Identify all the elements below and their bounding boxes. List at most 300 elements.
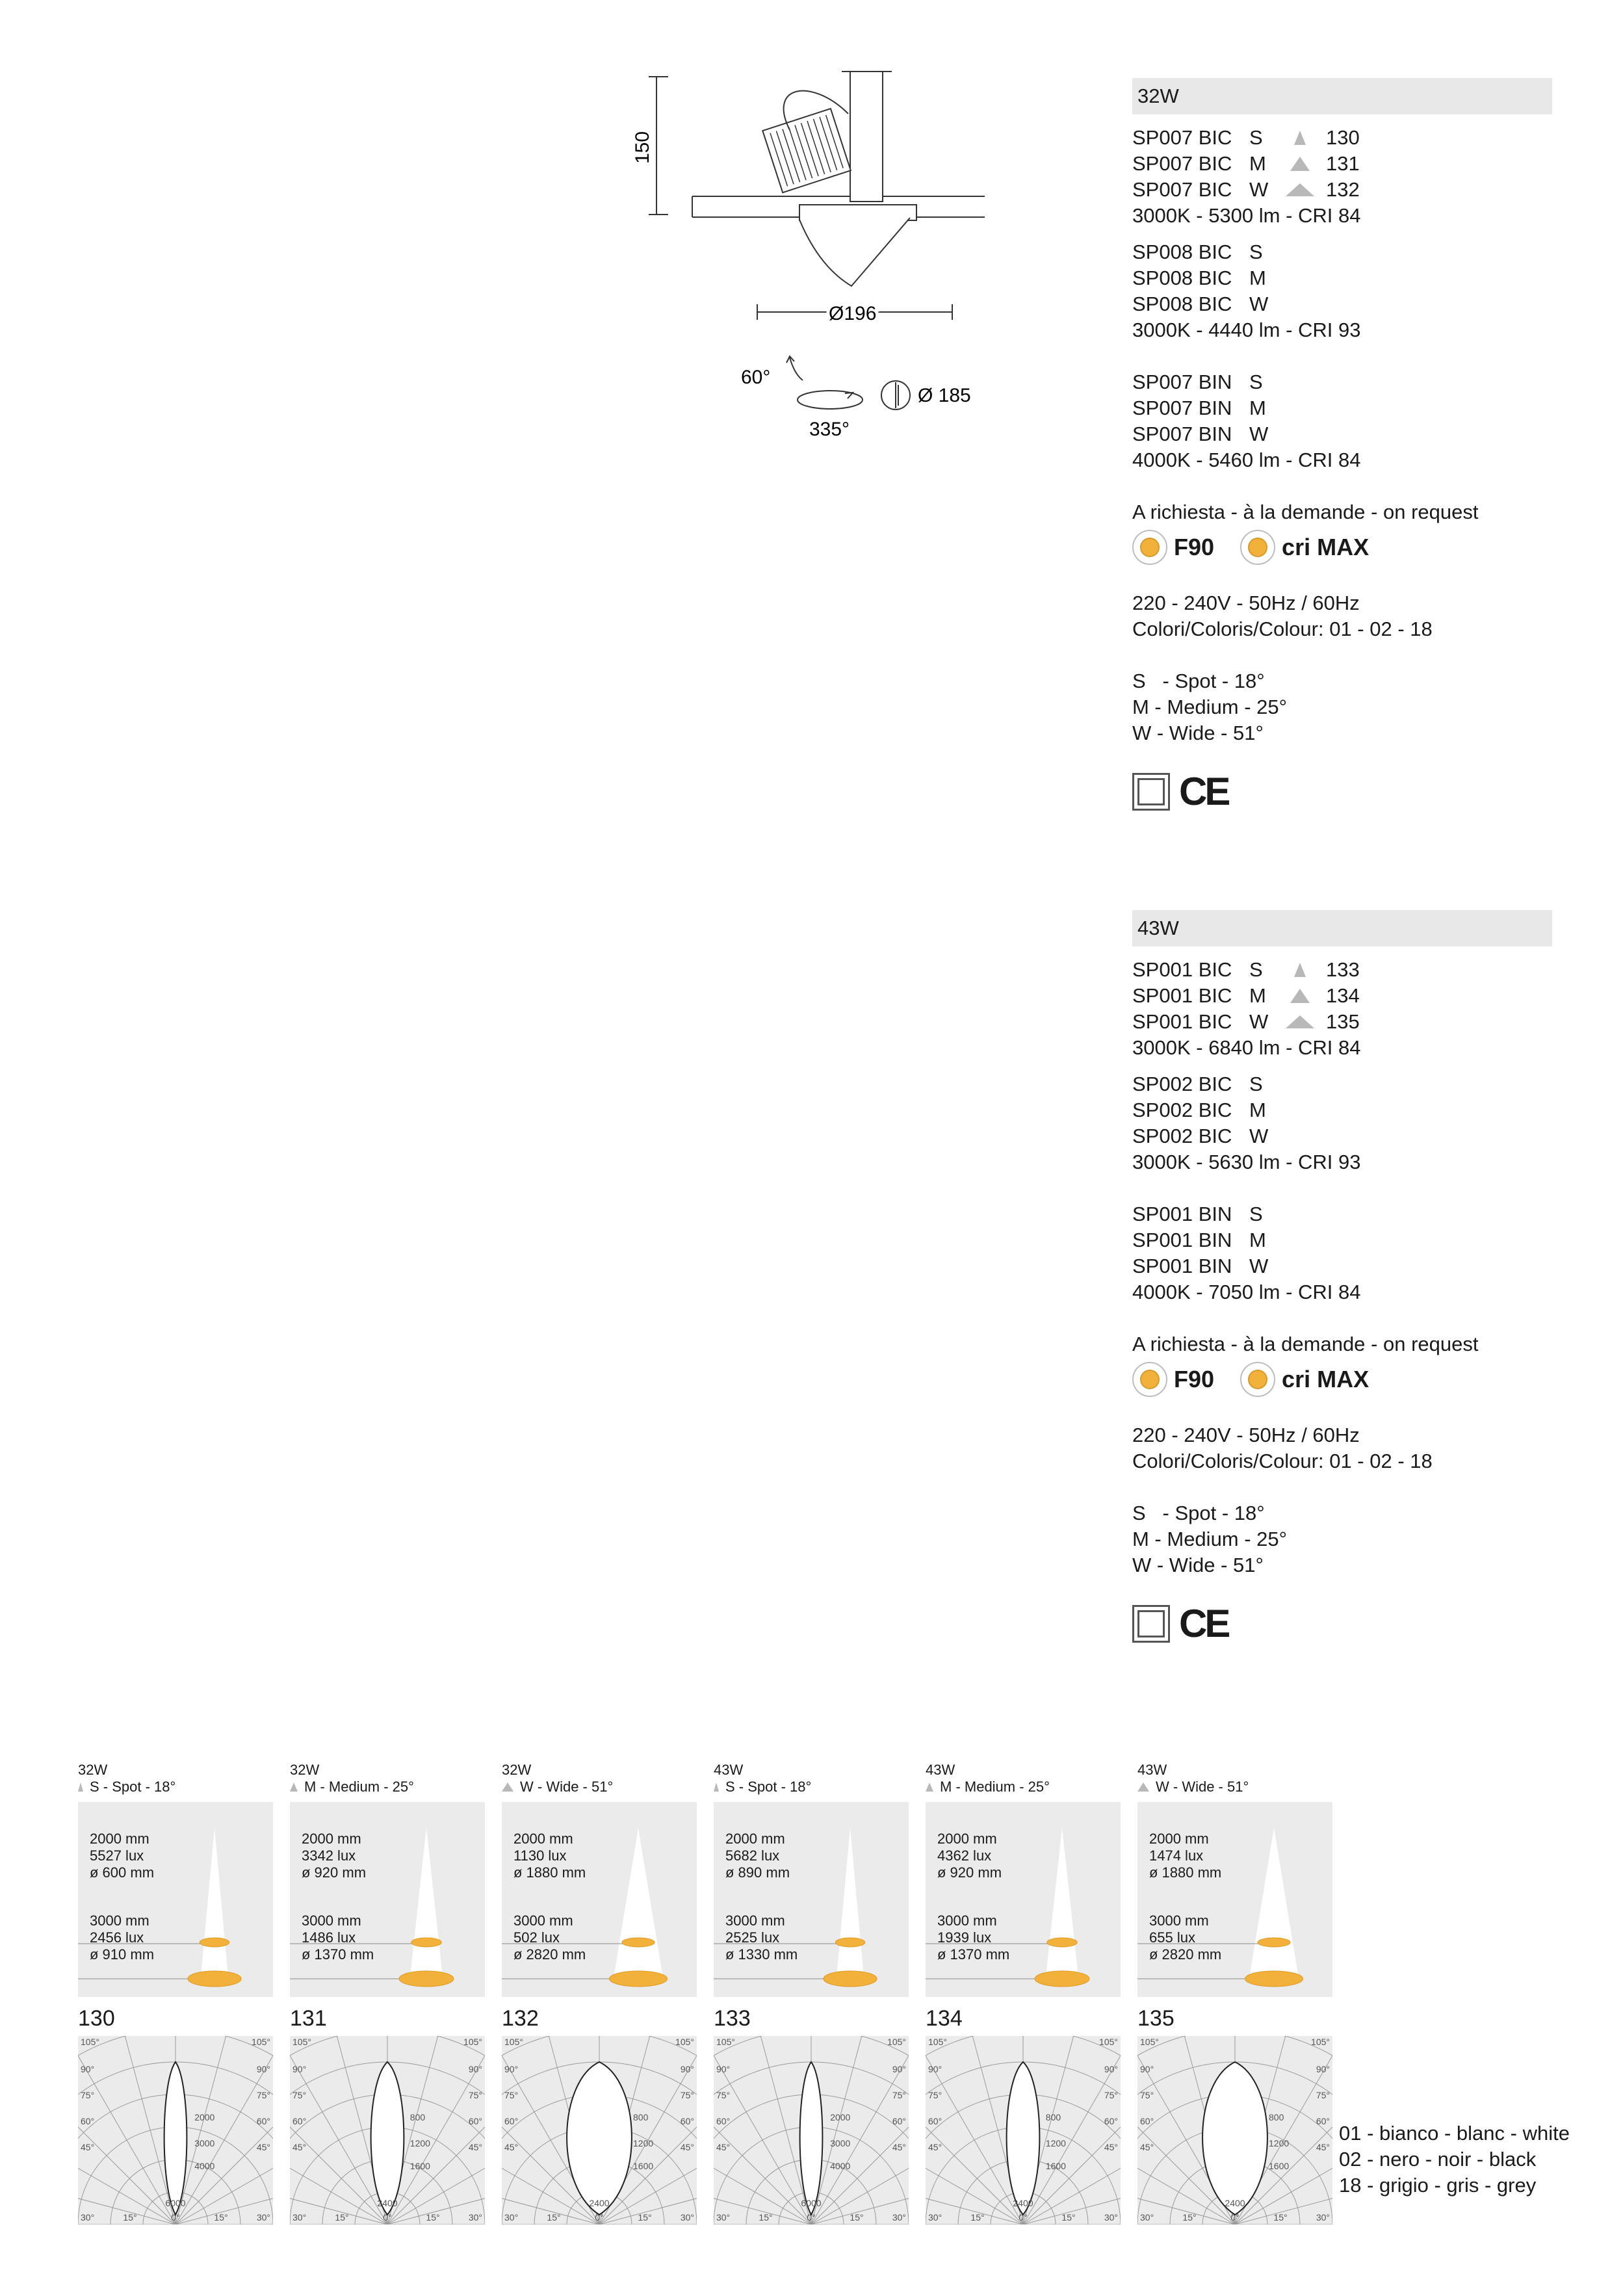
polar-intensity-label: 800 — [409, 2112, 426, 2122]
illuminance-diagram — [1137, 1802, 1332, 1997]
lux-2: 2525 lux — [725, 1929, 780, 1946]
beam-chart — [502, 1762, 697, 2228]
ce-mark-icon: CE — [1179, 770, 1228, 813]
product-row — [1132, 239, 1552, 265]
product-group — [1132, 239, 1552, 343]
svg-text:60°: 60° — [680, 2116, 694, 2126]
svg-text:15°: 15° — [1061, 2212, 1076, 2223]
svg-text:15°: 15° — [547, 2212, 561, 2223]
beam-description: M - Medium - 25° — [1132, 1528, 1288, 1550]
svg-text:75°: 75° — [1104, 2090, 1118, 2100]
product-code: SP001 BIC — [1132, 958, 1232, 981]
svg-text:90°: 90° — [292, 2064, 307, 2074]
svg-text:75°: 75° — [680, 2090, 694, 2100]
request-label: A richiesta - à la demande - on request — [1132, 501, 1479, 523]
colours: Colori/Coloris/Colour: 01 - 02 - 18 — [1132, 618, 1433, 640]
product-row — [1132, 1253, 1552, 1279]
product-group — [1132, 125, 1552, 229]
product-row — [1132, 1227, 1552, 1253]
height-dimension: 150 — [632, 131, 653, 164]
diameter-2: ø 2820 mm — [1149, 1946, 1222, 1963]
option-label: F90 — [1174, 1366, 1215, 1392]
distance-2: 3000 mm — [302, 1912, 361, 1929]
svg-text:45°: 45° — [928, 2142, 942, 2152]
svg-text:60°: 60° — [81, 2116, 95, 2126]
colour-item: 02 - nero - noir - black — [1339, 2148, 1537, 2171]
photometry-ref: 131 — [1326, 152, 1360, 175]
polar-intensity-label: 800 — [633, 2112, 649, 2122]
photometry-ref: 133 — [714, 2006, 751, 2031]
diameter-2: ø 1330 mm — [725, 1946, 798, 1963]
svg-text:30°: 30° — [716, 2212, 731, 2223]
svg-text:105°: 105° — [1311, 2037, 1330, 2047]
svg-text:30°: 30° — [1140, 2212, 1154, 2223]
spec-line: 3000K - 4440 lm - CRI 93 — [1132, 319, 1361, 341]
distance-2: 3000 mm — [513, 1912, 573, 1929]
beam-chart — [78, 1762, 273, 2228]
svg-text:15°: 15° — [1273, 2212, 1288, 2223]
illuminance-diagram — [926, 1802, 1121, 1997]
svg-text:60°: 60° — [504, 2116, 519, 2126]
option-dot-icon — [1132, 1362, 1167, 1397]
product-row — [1132, 125, 1552, 151]
distance-2: 3000 mm — [725, 1912, 785, 1929]
svg-text:90°: 90° — [892, 2064, 906, 2074]
svg-text:45°: 45° — [716, 2142, 731, 2152]
svg-text:60°: 60° — [468, 2116, 482, 2126]
beam-triangle-icon — [1286, 183, 1314, 196]
photometry-ref: 135 — [1326, 1010, 1360, 1033]
beam-code: W — [1249, 178, 1269, 201]
beam-power: 43W — [1137, 1762, 1167, 1778]
beam-triangle-icon — [714, 1782, 719, 1792]
svg-text:15°: 15° — [638, 2212, 652, 2223]
product-row — [1132, 265, 1552, 291]
product-row — [1132, 151, 1552, 177]
beam-type: W - Wide - 51° — [502, 1779, 697, 1795]
lux-1: 1474 lux — [1149, 1847, 1204, 1864]
product-code: SP007 BIC — [1132, 152, 1232, 175]
svg-text:45°: 45° — [1140, 2142, 1154, 2152]
beam-code: M — [1249, 984, 1266, 1007]
lux-2: 1939 lux — [937, 1929, 992, 1946]
beam-code: M — [1249, 397, 1266, 419]
beam-description: S - Spot - 18° — [1132, 670, 1265, 692]
product-code: SP007 BIN — [1132, 397, 1232, 419]
product-code: SP001 BIN — [1132, 1203, 1232, 1225]
product-row — [1132, 369, 1552, 395]
diameter-1: ø 1880 mm — [513, 1864, 586, 1881]
polar-intensity-label: 2400 — [589, 2198, 610, 2208]
beam-type: S - Spot - 18° — [78, 1779, 273, 1795]
lux-1: 1130 lux — [513, 1847, 567, 1864]
polar-intensity-label: 1600 — [409, 2161, 430, 2171]
cutout-diameter: Ø 185 — [918, 385, 971, 406]
svg-text:60°: 60° — [716, 2116, 731, 2126]
distance-1: 2000 mm — [302, 1831, 361, 1847]
svg-text:60°: 60° — [292, 2116, 307, 2126]
spec-line: 3000K - 5630 lm - CRI 93 — [1132, 1151, 1361, 1173]
svg-text:45°: 45° — [1316, 2142, 1330, 2152]
product-row — [1132, 1201, 1552, 1227]
colour-item: 01 - bianco - blanc - white — [1339, 2122, 1570, 2145]
beam-description: M - Medium - 25° — [1132, 696, 1288, 718]
beam-description: W - Wide - 51° — [1132, 722, 1264, 744]
product-code: SP008 BIC — [1132, 267, 1232, 289]
svg-text:105°: 105° — [1099, 2037, 1118, 2047]
distance-2: 3000 mm — [90, 1912, 149, 1929]
polar-intensity-label: 4000 — [194, 2161, 215, 2171]
polar-intensity-label: 800 — [1045, 2112, 1061, 2122]
polar-intensity-label: 1600 — [1269, 2161, 1290, 2171]
beam-type: M - Medium - 25° — [926, 1779, 1121, 1795]
svg-text:60°: 60° — [928, 2116, 942, 2126]
beam-chart — [926, 1762, 1121, 2228]
beam-code: M — [1249, 1099, 1266, 1121]
svg-text:0°: 0° — [1019, 2212, 1028, 2223]
distance-1: 2000 mm — [725, 1831, 785, 1847]
svg-text:45°: 45° — [680, 2142, 694, 2152]
polar-diagram — [78, 2036, 273, 2224]
beam-code: S — [1249, 371, 1263, 393]
svg-text:15°: 15° — [1182, 2212, 1197, 2223]
svg-text:105°: 105° — [887, 2037, 906, 2047]
svg-text:105°: 105° — [928, 2037, 947, 2047]
product-code: SP007 BIN — [1132, 423, 1232, 445]
illuminance-diagram — [290, 1802, 485, 1997]
product-row — [1132, 1009, 1552, 1035]
polar-intensity-label: 1200 — [1269, 2138, 1290, 2148]
svg-text:45°: 45° — [468, 2142, 482, 2152]
beam-type: M - Medium - 25° — [290, 1779, 485, 1795]
illuminance-diagram — [714, 1802, 909, 1997]
svg-text:45°: 45° — [256, 2142, 270, 2152]
svg-text:75°: 75° — [1316, 2090, 1330, 2100]
polar-diagram — [290, 2036, 485, 2224]
beam-code: W — [1249, 1010, 1269, 1033]
spec-section — [1132, 910, 1552, 1643]
beam-triangle-icon — [1294, 131, 1306, 145]
photometry-ref: 134 — [926, 2006, 963, 2031]
diameter-2: ø 1370 mm — [937, 1946, 1010, 1963]
polar-intensity-label: 3000 — [830, 2138, 851, 2148]
svg-text:90°: 90° — [1140, 2064, 1154, 2074]
svg-text:15°: 15° — [426, 2212, 440, 2223]
svg-text:30°: 30° — [680, 2212, 694, 2223]
polar-intensity-label: 1200 — [409, 2138, 430, 2148]
svg-text:90°: 90° — [928, 2064, 942, 2074]
lux-2: 502 lux — [513, 1929, 560, 1946]
product-group — [1132, 957, 1552, 1061]
diameter-2: ø 910 mm — [90, 1946, 155, 1963]
lux-2: 2456 lux — [90, 1929, 144, 1946]
product-group — [1132, 369, 1552, 473]
beam-code: W — [1249, 293, 1269, 315]
beam-triangle-icon — [1290, 989, 1310, 1003]
distance-1: 2000 mm — [937, 1831, 997, 1847]
beam-power: 32W — [290, 1762, 320, 1778]
product-code: SP001 BIN — [1132, 1255, 1232, 1277]
svg-text:30°: 30° — [1104, 2212, 1118, 2223]
beam-code: S — [1249, 1203, 1263, 1225]
svg-text:30°: 30° — [892, 2212, 906, 2223]
polar-intensity-label: 2400 — [377, 2198, 398, 2208]
product-code: SP007 BIC — [1132, 178, 1232, 201]
polar-intensity-label: 4000 — [830, 2161, 851, 2171]
beam-triangle-icon — [1137, 1782, 1149, 1792]
product-row — [1132, 421, 1552, 447]
svg-text:45°: 45° — [1104, 2142, 1118, 2152]
polar-intensity-label: 6000 — [165, 2198, 186, 2208]
beam-description: W - Wide - 51° — [1132, 1554, 1264, 1576]
product-row — [1132, 957, 1552, 983]
class-ii-icon — [1132, 773, 1170, 811]
voltage: 220 - 240V - 50Hz / 60Hz — [1132, 1424, 1360, 1446]
beam-power: 43W — [714, 1762, 744, 1778]
svg-text:90°: 90° — [504, 2064, 519, 2074]
beam-chart — [1137, 1762, 1332, 2228]
lux-1: 4362 lux — [937, 1847, 992, 1864]
photometry-ref: 134 — [1326, 984, 1360, 1007]
colour-legend — [1339, 2120, 1570, 2198]
polar-intensity-label: 800 — [1269, 2112, 1284, 2122]
diameter-1: ø 600 mm — [90, 1864, 155, 1881]
svg-text:105°: 105° — [1140, 2037, 1159, 2047]
beam-type: S - Spot - 18° — [714, 1779, 909, 1795]
svg-text:15°: 15° — [214, 2212, 228, 2223]
svg-text:60°: 60° — [1104, 2116, 1118, 2126]
product-code: SP001 BIC — [1132, 1010, 1232, 1033]
svg-text:105°: 105° — [675, 2037, 694, 2047]
product-row — [1132, 1123, 1552, 1149]
lux-1: 5527 lux — [90, 1847, 144, 1864]
beam-triangle-icon — [1294, 963, 1306, 977]
svg-text:30°: 30° — [81, 2212, 95, 2223]
request-label: A richiesta - à la demande - on request — [1132, 1333, 1479, 1355]
beam-code: W — [1249, 1255, 1269, 1277]
svg-text:15°: 15° — [759, 2212, 773, 2223]
svg-text:90°: 90° — [256, 2064, 270, 2074]
option-label: cri MAX — [1282, 1366, 1370, 1392]
beam-triangle-icon — [290, 1782, 298, 1792]
beam-type: W - Wide - 51° — [1137, 1779, 1332, 1795]
svg-text:30°: 30° — [292, 2212, 307, 2223]
section-header: 43W — [1132, 910, 1552, 946]
svg-text:105°: 105° — [716, 2037, 735, 2047]
beam-chart — [290, 1762, 485, 2228]
option-label: cri MAX — [1282, 534, 1370, 560]
product-code: SP002 BIC — [1132, 1073, 1232, 1095]
svg-text:60°: 60° — [1316, 2116, 1330, 2126]
svg-text:75°: 75° — [716, 2090, 731, 2100]
diameter-1: ø 920 mm — [302, 1864, 367, 1881]
section-header: 32W — [1132, 78, 1552, 114]
product-code: SP007 BIN — [1132, 371, 1232, 393]
svg-text:0°: 0° — [383, 2212, 392, 2223]
beam-code: M — [1249, 267, 1266, 289]
spec-section — [1132, 78, 1552, 811]
beam-code: S — [1249, 958, 1263, 981]
beam-description: S - Spot - 18° — [1132, 1502, 1265, 1524]
svg-text:15°: 15° — [970, 2212, 985, 2223]
photometry-ref: 130 — [1326, 126, 1360, 149]
product-dimension-drawing — [624, 52, 988, 455]
svg-text:90°: 90° — [468, 2064, 482, 2074]
svg-text:15°: 15° — [123, 2212, 137, 2223]
rotation-angle: 335° — [809, 419, 850, 440]
svg-text:60°: 60° — [256, 2116, 270, 2126]
svg-text:105°: 105° — [252, 2037, 270, 2047]
distance-1: 2000 mm — [513, 1831, 573, 1847]
beam-code: S — [1249, 1073, 1263, 1095]
svg-text:75°: 75° — [892, 2090, 906, 2100]
beam-chart — [714, 1762, 909, 2228]
product-code: SP002 BIC — [1132, 1099, 1232, 1121]
photometry-ref: 130 — [78, 2006, 115, 2031]
svg-text:15°: 15° — [335, 2212, 349, 2223]
svg-text:105°: 105° — [504, 2037, 523, 2047]
polar-intensity-label: 2000 — [830, 2112, 851, 2122]
svg-text:75°: 75° — [256, 2090, 270, 2100]
svg-text:105°: 105° — [463, 2037, 482, 2047]
diameter-1: ø 1880 mm — [1149, 1864, 1222, 1881]
product-row — [1132, 291, 1552, 317]
polar-intensity-label: 2400 — [1013, 2198, 1033, 2208]
product-group — [1132, 1071, 1552, 1175]
spec-line: 4000K - 7050 lm - CRI 84 — [1132, 1281, 1361, 1303]
svg-text:30°: 30° — [928, 2212, 942, 2223]
lux-1: 5682 lux — [725, 1847, 780, 1864]
polar-intensity-label: 2400 — [1225, 2198, 1245, 2208]
polar-diagram — [714, 2036, 909, 2224]
product-code: SP007 BIC — [1132, 126, 1232, 149]
polar-diagram — [502, 2036, 697, 2224]
tilt-angle: 60° — [741, 367, 771, 388]
distance-2: 3000 mm — [937, 1912, 997, 1929]
illuminance-diagram — [502, 1802, 697, 1997]
svg-text:0°: 0° — [807, 2212, 816, 2223]
svg-text:60°: 60° — [892, 2116, 906, 2126]
polar-diagram — [926, 2036, 1121, 2224]
product-row — [1132, 983, 1552, 1009]
product-group — [1132, 1201, 1552, 1305]
product-row — [1132, 395, 1552, 421]
beam-power: 32W — [78, 1762, 108, 1778]
distance-2: 3000 mm — [1149, 1912, 1209, 1929]
svg-text:90°: 90° — [716, 2064, 731, 2074]
svg-text:30°: 30° — [1316, 2212, 1330, 2223]
svg-text:105°: 105° — [292, 2037, 311, 2047]
beam-code: M — [1249, 152, 1266, 175]
svg-text:75°: 75° — [468, 2090, 482, 2100]
distance-1: 2000 mm — [1149, 1831, 1209, 1847]
diameter-2: ø 2820 mm — [513, 1946, 586, 1963]
svg-text:45°: 45° — [892, 2142, 906, 2152]
svg-text:60°: 60° — [1140, 2116, 1154, 2126]
diameter-1: ø 890 mm — [725, 1864, 790, 1881]
polar-intensity-label: 1200 — [1045, 2138, 1066, 2148]
beam-triangle-icon — [1290, 157, 1310, 171]
svg-text:75°: 75° — [292, 2090, 307, 2100]
width-dimension: Ø196 — [829, 303, 877, 324]
svg-text:75°: 75° — [1140, 2090, 1154, 2100]
colour-item: 18 - grigio - gris - grey — [1339, 2174, 1537, 2197]
polar-intensity-label: 6000 — [801, 2198, 822, 2208]
beam-charts — [78, 1762, 1332, 2228]
svg-text:30°: 30° — [468, 2212, 482, 2223]
svg-text:90°: 90° — [1316, 2064, 1330, 2074]
polar-intensity-label: 3000 — [194, 2138, 215, 2148]
svg-text:45°: 45° — [292, 2142, 307, 2152]
photometry-ref: 131 — [290, 2006, 327, 2031]
option-label: F90 — [1174, 534, 1215, 560]
product-code: SP008 BIC — [1132, 293, 1232, 315]
lux-1: 3342 lux — [302, 1847, 356, 1864]
beam-code: W — [1249, 423, 1269, 445]
beam-code: M — [1249, 1229, 1266, 1251]
beam-code: W — [1249, 1125, 1269, 1147]
colours: Colori/Coloris/Colour: 01 - 02 - 18 — [1132, 1450, 1433, 1472]
product-code: SP001 BIC — [1132, 984, 1232, 1007]
option-dot-icon — [1132, 530, 1167, 565]
svg-text:0°: 0° — [1230, 2212, 1240, 2223]
svg-text:75°: 75° — [81, 2090, 95, 2100]
spec-line: 3000K - 6840 lm - CRI 84 — [1132, 1036, 1361, 1059]
svg-text:75°: 75° — [504, 2090, 519, 2100]
product-row — [1132, 1071, 1552, 1097]
beam-power: 43W — [926, 1762, 955, 1778]
svg-text:0°: 0° — [171, 2212, 180, 2223]
illuminance-diagram — [78, 1802, 273, 1997]
distance-1: 2000 mm — [90, 1831, 149, 1847]
beam-power: 32W — [502, 1762, 532, 1778]
svg-text:90°: 90° — [1104, 2064, 1118, 2074]
polar-intensity-label: 1200 — [633, 2138, 654, 2148]
svg-text:30°: 30° — [504, 2212, 519, 2223]
product-row — [1132, 1097, 1552, 1123]
beam-triangle-icon — [502, 1782, 513, 1792]
svg-text:90°: 90° — [680, 2064, 694, 2074]
option-dot-icon — [1240, 530, 1275, 565]
spec-line: 3000K - 5300 lm - CRI 84 — [1132, 204, 1361, 227]
product-code: SP002 BIC — [1132, 1125, 1232, 1147]
svg-text:105°: 105° — [81, 2037, 99, 2047]
beam-triangle-icon — [78, 1782, 83, 1792]
beam-code: S — [1249, 241, 1263, 263]
photometry-ref: 132 — [1326, 178, 1360, 201]
beam-code: S — [1249, 126, 1263, 149]
polar-diagram — [1137, 2036, 1332, 2224]
polar-intensity-label: 2000 — [194, 2112, 215, 2122]
polar-intensity-label: 1600 — [1045, 2161, 1066, 2171]
beam-triangle-icon — [1286, 1015, 1314, 1028]
option-dot-icon — [1240, 1362, 1275, 1397]
svg-text:45°: 45° — [504, 2142, 519, 2152]
lux-2: 655 lux — [1149, 1929, 1195, 1946]
svg-text:0°: 0° — [595, 2212, 604, 2223]
product-code: SP008 BIC — [1132, 241, 1232, 263]
photometry-ref: 135 — [1137, 2006, 1175, 2031]
product-code: SP001 BIN — [1132, 1229, 1232, 1251]
svg-text:90°: 90° — [81, 2064, 95, 2074]
beam-triangle-icon — [926, 1782, 933, 1792]
voltage: 220 - 240V - 50Hz / 60Hz — [1132, 592, 1360, 614]
svg-text:45°: 45° — [81, 2142, 95, 2152]
diameter-1: ø 920 mm — [937, 1864, 1002, 1881]
product-row — [1132, 177, 1552, 203]
svg-text:15°: 15° — [850, 2212, 864, 2223]
photometry-ref: 132 — [502, 2006, 539, 2031]
